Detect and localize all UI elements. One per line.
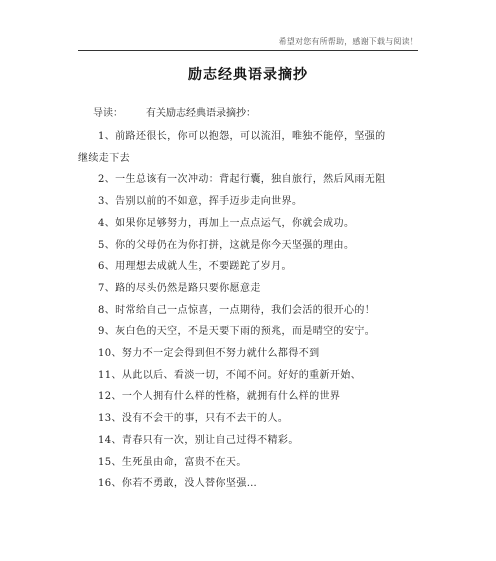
intro-label: 导读： — [93, 108, 123, 119]
quote-item: 2、一生总该有一次冲动：背起行囊，独自旅行，然后风雨无阻 — [98, 174, 386, 186]
intro-line — [93, 104, 256, 119]
quote-list — [78, 126, 428, 495]
page-title: 励志经典语录摘抄 — [188, 67, 308, 83]
quote-item: 14、青春只有一次，别让自己过得不精彩。 — [98, 434, 299, 446]
quote-item: 9、灰白色的天空，不是天要下雨的预兆，而是晴空的安宁。 — [98, 326, 376, 338]
quote-item: 1、前路还很长，你可以抱怨，可以流泪，唯独不能停，坚强的 — [98, 131, 386, 142]
quote-item: 13、没有不会干的事，只有不去干的人。 — [98, 413, 289, 425]
quote-item: 3、告别以前的不如意，挥手迈步走向世界。 — [98, 196, 303, 208]
quote-item: 4、如果你足够努力，再加上一点点运气，你就会成功。 — [98, 217, 355, 229]
quote-item: 6、用理想去成就人生，不要蹉跎了岁月。 — [98, 261, 292, 273]
quote-item: 11、从此以后、看淡一切，不闻不问。好好的重新开始、 — [98, 369, 362, 381]
quote-item: 12、一个人拥有什么样的性格，就拥有什么样的世界 — [98, 391, 341, 403]
quote-item: 15、生死虽由命，富贵不在天。 — [98, 456, 247, 468]
quote-item: 8、时常给自己一点惊喜，一点期待，我们会活的很开心的！ — [98, 304, 376, 316]
quote-item: 7、路的尽头仍然是路只要你愿意走 — [98, 282, 261, 294]
quote-item: 16、你若不勇敢，没人替你坚强… — [98, 478, 258, 490]
quote-item-continuation: 继续走下去 — [78, 152, 130, 164]
quote-item: 5、你的父母仍在为你打拼，这就是你今天坚强的理由。 — [98, 239, 355, 251]
quote-item: 10、努力不一定会得到但不努力就什么都得不到 — [98, 348, 320, 360]
header-divider — [78, 50, 418, 51]
intro-text: 有关励志经典语录摘抄： — [146, 108, 256, 119]
header-note: 希望对您有所帮助，感谢下载与阅读！ — [278, 37, 418, 46]
